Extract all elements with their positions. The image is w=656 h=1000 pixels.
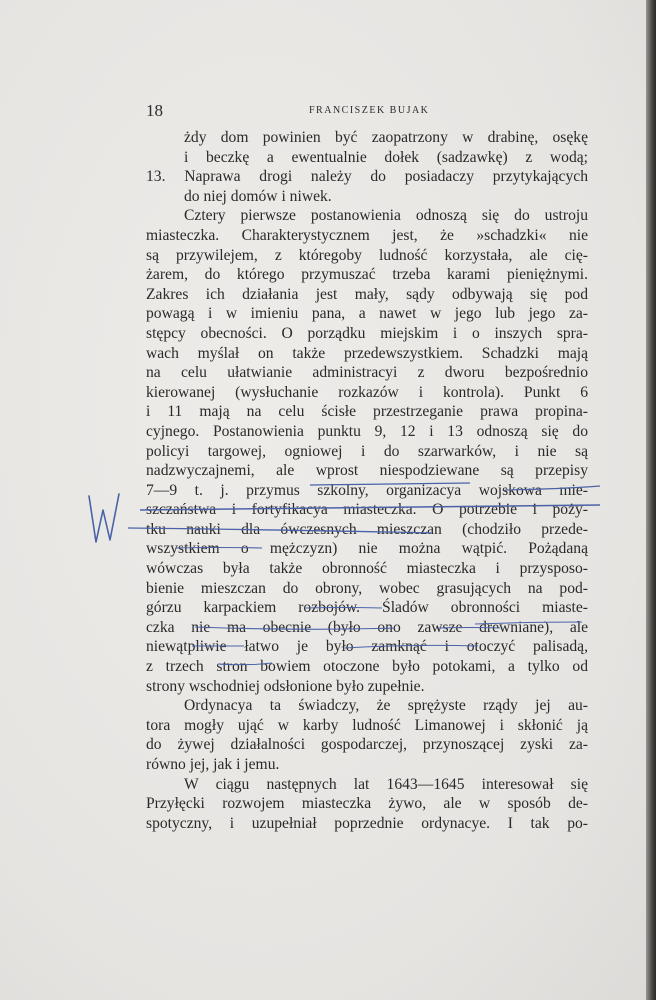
text-line: 7—9 t. j. przymus szkolny, organizacya wojskowa mie- xyxy=(146,481,588,499)
text-line: do niej domów i niwek. xyxy=(184,187,332,205)
text-line: niewątpliwie łatwo je było zamknąć i otoczyć palisadą, xyxy=(146,638,588,656)
page-number: 18 xyxy=(146,101,163,120)
text-line: stępcy obecności. O porządku miejskim i o inszych spra- xyxy=(146,324,588,342)
text-line: wszystkiem o mężczyzn) nie można wątpić. Pożądaną xyxy=(146,540,588,558)
text-line: żarem, do którego przymuszać trzeba karami pieniężnymi. xyxy=(146,266,588,284)
text-line: 13. Naprawa drogi należy do posiadaczy przytykających xyxy=(146,168,588,186)
text-line: i beczkę a ewentualnie dołek (sadzawkę) z wodą; xyxy=(184,148,588,166)
handwritten-w-mark-icon xyxy=(86,492,122,548)
text-line: policyi targowej, ogniowej i do szarwarków, i nie są xyxy=(146,442,588,460)
page-header xyxy=(146,101,586,121)
text-line: Zakres ich działania jest mały, sądy odbywają się pod xyxy=(146,285,588,303)
text-line: kierowanej (wysłuchanie rozkazów i kontrola). Punkt 6 xyxy=(146,383,588,401)
text-line: są przywilejem, z któregoby ludność korzystała, ale cię- xyxy=(146,246,588,264)
text-line: tku nauki dla ówczesnych mieszczan (chodziło przede- xyxy=(146,520,588,538)
text-line: wach myślał on także przedewszystkiem. Schadzki mają xyxy=(146,344,588,362)
text-line: powagą i w imieniu pana, a nawet w jego lub jego za- xyxy=(146,305,588,323)
text-line: równo jej, jak i jemu. xyxy=(146,756,280,773)
text-line: bienie mieszczan do obrony, wobec grasujących na pod- xyxy=(146,579,588,597)
text-line: na celu ułatwianie administracyi z dworu bezpośrednio xyxy=(146,364,588,382)
text-line: i 11 mają na celu ścisłe przestrzeganie prawa propina- xyxy=(146,403,588,421)
text-line: strony wschodniej odsłonione było zupełnie. xyxy=(146,677,425,695)
text-line: nadzwyczajnemi, ale wprost niespodziewane są przepisy xyxy=(146,462,588,480)
text-line: żdy dom powinien być zaopatrzony w drabinę, osękę xyxy=(184,129,588,146)
text-line: wówczas była także obronność miasteczka i przysposo- xyxy=(146,560,588,578)
text-line: miasteczka. Charakterystycznem jest, że »schadzki« nie xyxy=(146,226,588,244)
text-line: szczaństwa i fortyfikacya miasteczka. O potrzebie i poży- xyxy=(146,501,588,519)
running-head: FRANCISZEK BUJAK xyxy=(309,105,430,116)
text-line: cyjnego. Postanowienia punktu 9, 12 i 13 odnoszą się do xyxy=(146,422,588,440)
text-line: do żywej działalności gospodarczej, przynoszącej zyski za- xyxy=(146,736,588,754)
text-line: górzu karpackiem rozbojów. Śladów obronności miaste- xyxy=(146,599,588,617)
text-line: Ordynacya ta świadczy, że sprężyste rządy jej au- xyxy=(184,697,588,715)
text-line: Przyłęcki rozwojem miasteczka żywo, ale w sposób de- xyxy=(146,795,588,813)
text-line: z trzech stron bowiem otoczone było potokami, a tylko od xyxy=(146,658,588,676)
text-line: W ciągu następnych lat 1643—1645 interesował się xyxy=(184,775,588,793)
page-edge-shadow xyxy=(646,0,656,1000)
text-line: tora mogły ująć w karby ludność Limanowej i skłonić ją xyxy=(146,716,588,734)
text-line: Cztery pierwsze postanowienia odnoszą się do ustroju xyxy=(184,207,588,225)
text-line: czka nie ma obecnie (było ono zawsze drewniane), ale xyxy=(146,618,588,636)
body-text xyxy=(146,128,588,833)
text-line: spotyczny, i uzupełniał poprzednie ordynacye. I tak po- xyxy=(146,814,588,832)
